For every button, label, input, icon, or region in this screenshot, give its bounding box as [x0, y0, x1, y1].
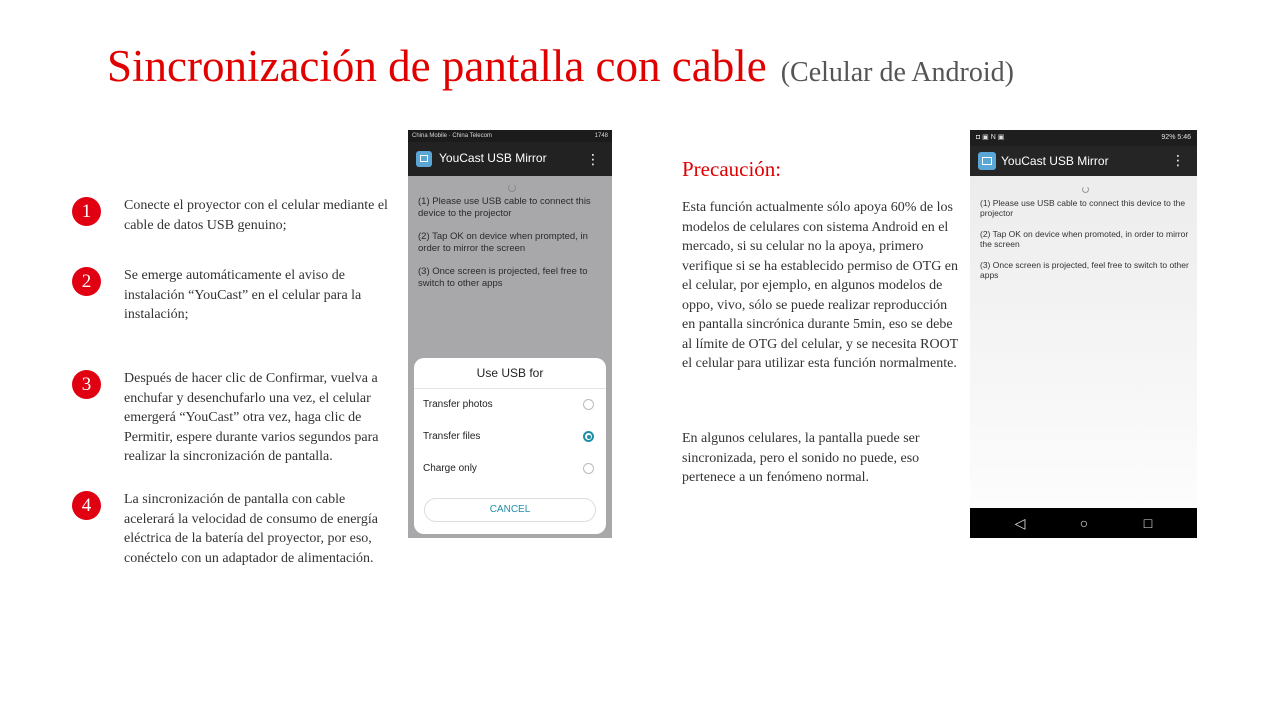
title-main: Sincronización de pantalla con cable	[107, 41, 767, 91]
status-bar	[970, 130, 1197, 146]
app-title: YouCast USB Mirror	[1001, 154, 1109, 168]
app-title: YouCast USB Mirror	[439, 151, 547, 165]
use-usb-dialog	[414, 358, 606, 534]
overflow-menu-icon[interactable]: ⋮	[1171, 152, 1185, 168]
dialog-title: Use USB for	[414, 358, 606, 389]
back-icon[interactable]: ◁	[1014, 515, 1026, 531]
instruction-item: (2) Tap OK on device when promoted, in order to mirror the screen	[980, 229, 1189, 249]
notification-icons: ◘ ▣ N ▣	[976, 134, 1005, 141]
navigation-bar	[970, 508, 1197, 538]
step-text: La sincronización de pantalla con cable acelerará la velocidad de consumo de energía eléctrica de la batería del proyector, por eso, conéctelo con un adaptador de alimentación.	[124, 492, 378, 566]
carrier-label: China Mobile · China Telecom	[412, 133, 492, 139]
caution-paragraph: Esta función actualmente sólo apoya 60% de los modelos de celulares con sistema Android en el mercado, si su celular no la apoya, primero verifique si se ha establecido permiso de OTG en el celular, por ejemplo, en algunos modelos de oppo, vivo, sólo se puede realizar reproducción en pantalla sincrónica durante 5min, eso se debe al límite de OTG del celular, y se necesita ROOT el celular para utilizar esta función normalmente.	[682, 200, 959, 371]
cancel-button[interactable]: CANCEL	[424, 498, 596, 522]
step-number-badge: 1	[72, 197, 101, 226]
overflow-menu-icon[interactable]: ⋮	[586, 151, 600, 167]
step-text: Se emerge automáticamente el aviso de instalación “YouCast” en el celular para la instalación;	[124, 268, 362, 322]
youcast-app-icon	[416, 151, 432, 167]
step-number-badge: 3	[72, 370, 101, 399]
status-bar	[408, 130, 612, 142]
caution-paragraph: En algunos celulares, la pantalla puede ser sincronizada, pero el sonido no puede, eso pertenece a un fenómeno normal.	[682, 431, 920, 485]
option-transfer-files[interactable]	[414, 421, 606, 453]
instruction-item: (1) Please use USB cable to connect this device to the projector	[980, 198, 1186, 218]
recents-icon[interactable]: □	[1143, 515, 1153, 531]
title-subtitle: (Celular de Android)	[780, 57, 1014, 88]
youcast-app-icon	[978, 152, 996, 170]
step-text: Después de hacer clic de Confirmar, vuelva a enchufar y desenchufarlo una vez, el celular emergerá “YouCast” otra vez, haga clic de Permitir, espere durante varios segundos para realizar la sincronización de pantalla.	[124, 371, 379, 464]
clock: 1748	[594, 133, 608, 139]
radio-button[interactable]	[583, 399, 594, 410]
option-label: Transfer photos	[423, 399, 493, 410]
home-icon[interactable]: ○	[1079, 515, 1089, 531]
option-label: Transfer files	[423, 431, 481, 442]
instructions	[980, 198, 1190, 291]
caution-title: Precaución:	[682, 157, 782, 181]
battery-clock: 92% 5:46	[1161, 134, 1191, 141]
step-text: Conecte el proyector con el celular mediante el cable de datos USB genuino;	[124, 198, 388, 233]
step-number-badge: 4	[72, 491, 101, 520]
phone-screenshot-app	[970, 130, 1197, 538]
radio-button-selected[interactable]	[583, 431, 594, 442]
instruction-item: (3) Once screen is projected, feel free to switch to other apps	[980, 260, 1189, 280]
app-bar	[408, 142, 612, 176]
step-number-badge: 2	[72, 267, 101, 296]
loading-spinner-icon	[508, 184, 516, 192]
loading-spinner-icon	[1082, 186, 1089, 193]
instruction-item: (1) Please use USB cable to connect this device to the projector	[418, 196, 591, 219]
page-title	[107, 40, 1014, 92]
phone-screenshot-usb-dialog	[408, 130, 612, 538]
instruction-item: (2) Tap OK on device when prompted, in order to mirror the screen	[418, 231, 588, 254]
option-transfer-photos[interactable]	[414, 389, 606, 421]
radio-button[interactable]	[583, 463, 594, 474]
option-charge-only[interactable]	[414, 453, 606, 485]
instructions	[418, 196, 606, 301]
instruction-item: (3) Once screen is projected, feel free to switch to other apps	[418, 266, 588, 289]
app-bar	[970, 146, 1197, 176]
option-label: Charge only	[423, 463, 477, 474]
